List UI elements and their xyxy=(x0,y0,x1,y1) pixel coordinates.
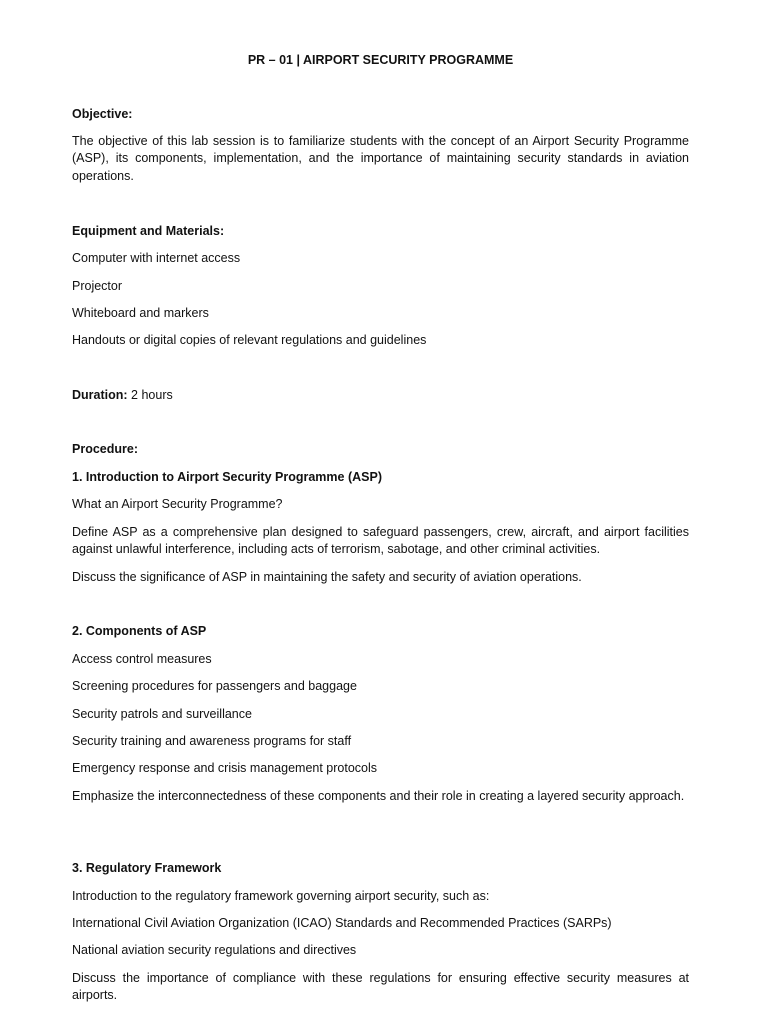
section3-item: International Civil Aviation Organization (ICAO) Standards and Recommended Practices (SARPs) xyxy=(72,916,612,930)
section3-intro: Introduction to the regulatory framework governing airport security, such as: xyxy=(72,889,490,903)
section2-item: Screening procedures for passengers and baggage xyxy=(72,679,357,693)
section3-heading: 3. Regulatory Framework xyxy=(72,861,222,875)
equipment-item: Handouts or digital copies of relevant regulations and guidelines xyxy=(72,333,427,347)
section2-item: Security patrols and surveillance xyxy=(72,707,252,721)
section1-define: Define ASP as a comprehensive plan designed to safeguard passengers, crew, aircraft, and airport facilities against unlawful interference, including acts of terrorism, sabotage, and other criminal activities. xyxy=(72,525,689,557)
section1-heading: 1. Introduction to Airport Security Programme (ASP) xyxy=(72,470,382,484)
section1-discuss: Discuss the significance of ASP in maintaining the safety and security of aviation operations. xyxy=(72,570,582,584)
section2-item: Emergency response and crisis management protocols xyxy=(72,761,378,775)
section2-item: Access control measures xyxy=(72,652,212,666)
section2-item: Security training and awareness programs for staff xyxy=(72,734,352,748)
equipment-item: Whiteboard and markers xyxy=(72,306,209,320)
equipment-item: Projector xyxy=(72,279,123,293)
procedure-heading: Procedure: xyxy=(72,442,138,456)
section3-item: National aviation security regulations and directives xyxy=(72,943,357,957)
document-title: PR – 01 | AIRPORT SECURITY PROGRAMME xyxy=(247,53,514,67)
duration-label: Duration: xyxy=(72,388,128,402)
section2-emphasize: Emphasize the interconnectedness of these components and their role in creating a layered security approach. xyxy=(72,789,685,803)
section1-question: What an Airport Security Programme? xyxy=(72,497,283,511)
section3-discuss: Discuss the importance of compliance with these regulations for ensuring effective security measures at airports. xyxy=(72,971,689,1003)
duration-line xyxy=(72,387,689,404)
equipment-heading: Equipment and Materials: xyxy=(72,224,225,238)
section2-heading: 2. Components of ASP xyxy=(72,624,207,638)
objective-heading: Objective: xyxy=(72,107,133,121)
equipment-item: Computer with internet access xyxy=(72,251,241,265)
objective-text: The objective of this lab session is to familiarize students with the concept of an Airport Security Programme (ASP), its components, implementation, and the importance of maintaining security standards in aviation operations. xyxy=(72,134,689,183)
duration-value: 2 hours xyxy=(127,388,173,402)
